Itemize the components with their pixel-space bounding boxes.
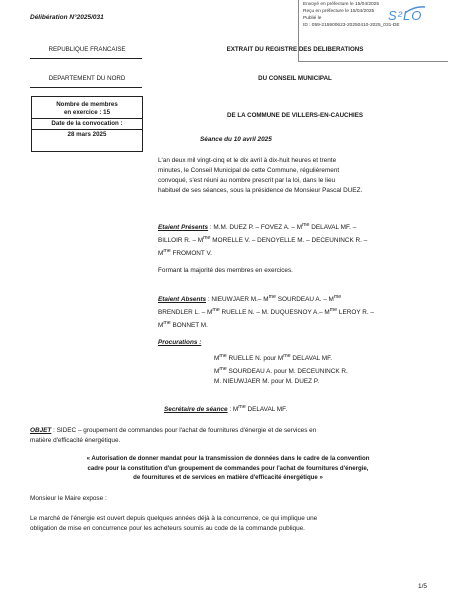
slo-logo: S²LO xyxy=(388,8,423,23)
absent-text: RUELLE N. – M. DUQUESNOY A.– M xyxy=(219,309,330,317)
majority-statement: Formant la majorité des membres en exercices. xyxy=(158,267,293,274)
procuration-sup: me xyxy=(283,353,291,359)
object-text: : SIDEC – groupement de commandes pour l'achat de fournitures d'énergie et de services en xyxy=(51,427,317,434)
absent-sup: me xyxy=(268,294,276,300)
absent-sup: me xyxy=(333,294,342,300)
present-text: : M.M. DUEZ P. – FOVEZ A. – M xyxy=(208,224,303,232)
members-count: en exercice : 15 xyxy=(63,109,111,116)
council-title: DU CONSEIL MUNICIPAL xyxy=(258,75,332,82)
present-text: FROMONT V. xyxy=(170,250,212,258)
stamp-id: ID : 059-215900623-20250410-2025_031-DE xyxy=(303,23,400,28)
box-separator xyxy=(32,118,142,119)
extract-title: EXTRAIT DU REGISTRE DES DELIBERATIONS xyxy=(226,46,364,53)
intro-line: L'an deux mil vingt-cinq et le dix avril à dix-huit heures et trente xyxy=(158,157,337,164)
quote-line: cadre pour la constitution d'un groupement de commandes pour l'achat de fournitures d'énergie, xyxy=(87,464,369,472)
procuration-sup: me xyxy=(219,366,227,373)
slo-swoosh-icon xyxy=(404,4,426,16)
quote-line: de fournitures et de services en matière d'efficacité énergétique » xyxy=(133,474,323,481)
convocation-date: 28 mars 2025 xyxy=(67,131,107,138)
department-label: DEPARTEMENT DU NORD xyxy=(48,75,126,82)
absent-sup: me xyxy=(212,307,220,314)
paragraph-line: obligation de mise en concurrence pour les acheteurs soumis au code de la commande publique. xyxy=(30,525,305,532)
procurations-label: Procurations : xyxy=(158,339,202,346)
page-number: 1/5 xyxy=(418,583,428,590)
absent-text: M xyxy=(158,322,164,330)
absent-text: BRENDLER L. – M xyxy=(158,309,213,317)
procuration-text: SOURDEAU A. pour M. DECEUNINCK R. xyxy=(226,368,348,376)
present-label: Etaient Présents xyxy=(158,224,209,232)
stamp-received: Reçu en préfecture le 15/04/2025 xyxy=(303,9,375,14)
absent-text: : NIEUWJAER M.– M xyxy=(206,296,269,304)
absent-label: Etaient Absents xyxy=(158,296,207,304)
object-text: matière d'efficacité énergétique. xyxy=(30,437,121,444)
paragraph-line: Le marché de l'énergie est ouvert depuis quelques années déjà à la concurrence, ce qui implique une xyxy=(30,515,318,522)
absent-text: LEROY R. – xyxy=(337,309,374,317)
absent-block xyxy=(158,292,426,331)
absent-text: BONNET M. xyxy=(170,322,208,330)
absent-text: SOURDEAU A. – M xyxy=(275,296,334,304)
object-block xyxy=(30,426,426,446)
intro-line: habituel de ses séances, sous la présidence de Monsieur Pascal DUEZ. xyxy=(158,187,363,194)
divider-rule xyxy=(30,58,142,59)
republic-label: REPUBLIQUE FRANCAISE xyxy=(48,46,126,53)
procuration-text: M. NIEUWJAER M. pour M. DUEZ P. xyxy=(214,378,319,386)
secretary-text: : M xyxy=(227,406,239,414)
present-sup: me xyxy=(163,248,171,255)
absent-sup: me xyxy=(163,320,171,327)
secretary-sup: me xyxy=(238,404,246,410)
absent-sup: me xyxy=(329,307,338,314)
stamp-published: Publié le xyxy=(303,16,322,21)
convocation-label: Date de la convocation : xyxy=(51,120,123,127)
members-info-box xyxy=(31,96,143,152)
secretary-line xyxy=(164,402,287,415)
present-text: M xyxy=(158,250,164,258)
procuration-text: M xyxy=(214,368,220,376)
present-block xyxy=(158,220,426,259)
box-separator xyxy=(32,129,142,130)
present-text: MORELLE V. – DENOYELLE M. – DECEUNINCK R. – xyxy=(210,237,368,245)
quote-line: « Autorisation de donner mandat pour la transmission de données dans le cadre de la convention xyxy=(86,455,370,462)
present-sup: me xyxy=(203,235,211,242)
present-text: DELAVAL MF. – xyxy=(309,224,357,232)
members-label: Nombre de membres xyxy=(56,101,118,108)
intro-paragraph xyxy=(158,156,426,196)
object-label: OBJET xyxy=(30,427,52,434)
commune-title: DE LA COMMUNE DE VILLERS-EN-CAUCHIES xyxy=(227,112,363,119)
procuration-text: M xyxy=(214,355,220,363)
present-text: BILLOIR R. – M xyxy=(158,237,204,245)
session-date: Séance du 10 avril 2025 xyxy=(200,136,272,143)
present-sup: me xyxy=(302,222,310,228)
intro-line: minutes, le Conseil Municipal de cette Commune, régulièrement xyxy=(158,167,340,174)
secretary-label: Secrétaire de séance xyxy=(164,406,228,414)
stamp-sent: Envoyé en préfecture le 15/04/2025 xyxy=(303,2,380,7)
procuration-text: DELAVAL MF. xyxy=(290,355,333,363)
mayor-statement: Monsieur le Maire expose : xyxy=(30,495,107,502)
intro-line: convoqué, s'est réuni au nombre prescrit par la loi, dans le lieu xyxy=(158,177,336,184)
energy-paragraph xyxy=(30,514,426,534)
deliberation-reference: Délibération N°2025/031 xyxy=(30,14,104,21)
secretary-text: DELAVAL MF. xyxy=(245,406,288,414)
procuration-text: RUELLE N. pour M xyxy=(226,355,284,363)
procuration-sup: me xyxy=(219,353,227,359)
authorization-quote xyxy=(30,454,426,483)
divider-rule xyxy=(30,87,142,88)
procuration-list xyxy=(214,351,348,387)
